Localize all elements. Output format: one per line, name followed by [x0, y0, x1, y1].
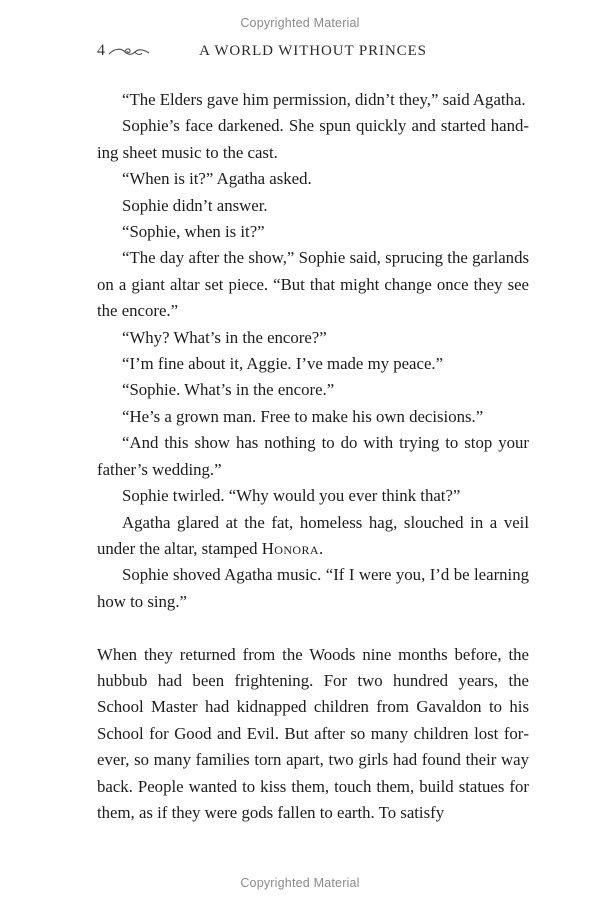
paragraph: Sophie’s face darkened. She spun quickly and started handing sheet music to the cast. — [97, 116, 529, 162]
paragraph-text: Agatha glared at the fat, homeless hag, slouched in a veil under the altar, stamped — [97, 512, 529, 558]
paragraph: “He’s a grown man. Free to make his own decisions.” — [122, 406, 484, 426]
copyright-watermark-top: Copyrighted Material — [240, 16, 360, 30]
paragraph: “Sophie, when is it?” — [122, 222, 265, 242]
paragraph — [97, 510, 529, 563]
paragraph: “The day after the show,” Sophie said, sprucing the garlands on a giant altar set piece. “But that might change once they see the encore.” — [97, 248, 529, 321]
paragraph: “And this show has nothing to do with trying to stop your father’s wedding.” — [97, 433, 529, 479]
paragraph: Sophie shoved Agatha music. “If I were you, I’d be learning how to sing.” — [97, 565, 529, 611]
page-number: 4 — [97, 42, 105, 59]
copyright-watermark-bottom: Copyrighted Material — [240, 876, 360, 890]
paragraph: “The Elders gave him permission, didn’t they,” said Agatha. — [122, 90, 526, 109]
running-title: A WORLD WITHOUT PRINCES — [199, 43, 427, 59]
paragraph: “I’m fine about it, Aggie. I’ve made my peace.” — [122, 354, 444, 374]
paragraph: “Why? What’s in the encore?” — [122, 327, 327, 347]
stamped-name: Honora — [261, 538, 319, 558]
paragraph-text: . — [318, 538, 324, 558]
page-header — [97, 42, 529, 62]
paragraph: Sophie twirled. “Why would you ever think that?” — [122, 486, 461, 506]
paragraph: “Sophie. What’s in the encore.” — [122, 380, 335, 400]
paragraph: “When is it?” Agatha asked. — [122, 169, 312, 189]
section-start-paragraph: When they returned from the Woods nine months before, the hubbub had been frightening. For two hundred years, the School Master had kidnapped children from Gavaldon to his School for Good and Evil. But after so many children lost forever, so many families torn apart, two girls had found their way back. People wanted to kiss them, touch them, build statues for them, as if they were gods fallen to earth. To satisfy — [97, 644, 529, 822]
book-text — [97, 87, 529, 826]
paragraph: Sophie didn’t answer. — [122, 195, 268, 215]
